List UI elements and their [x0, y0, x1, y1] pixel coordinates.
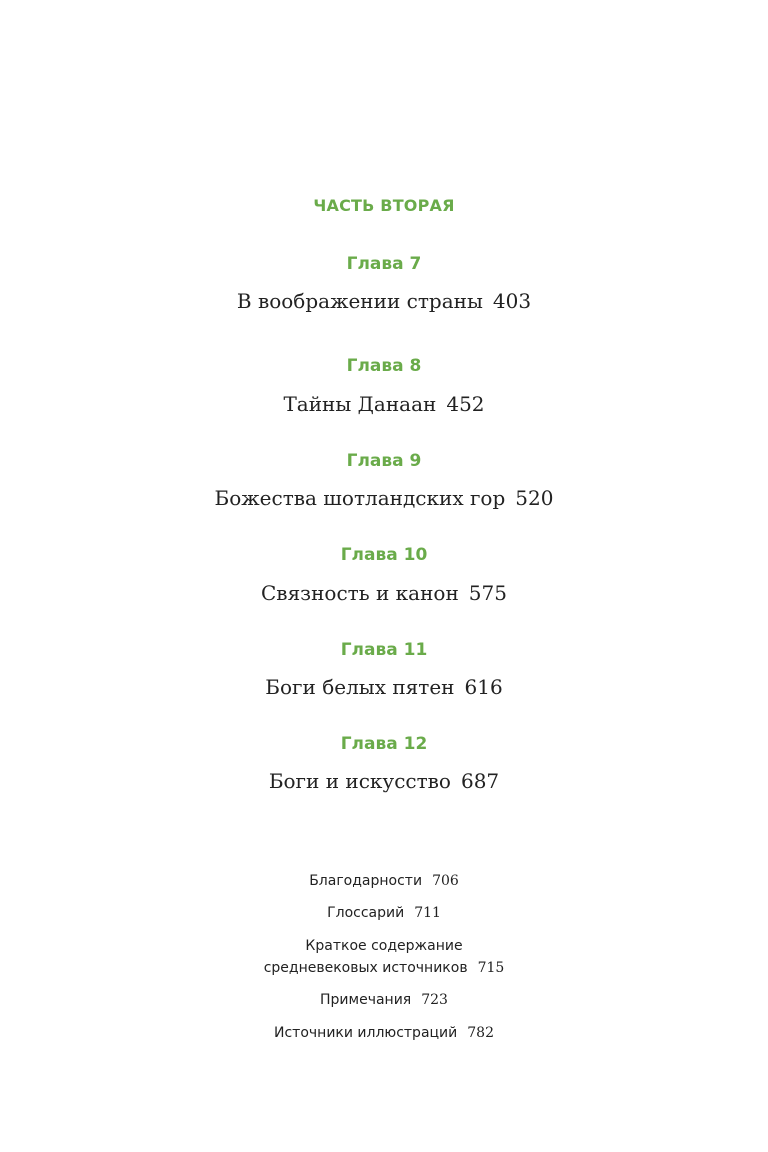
chapter-page-number: 616 [464, 675, 503, 699]
chapter-entry[interactable] [0, 581, 768, 605]
chapter-title: В воображении страны [236, 289, 483, 313]
part-title: ЧАСТЬ ВТОРАЯ [313, 196, 455, 215]
chapter-title: Боги и искусство [268, 769, 451, 793]
back-matter-entry[interactable] [0, 870, 768, 892]
chapter-page-number: 452 [446, 392, 485, 416]
back-matter-entry[interactable] [0, 902, 768, 924]
chapter-label: Глава 8 [346, 356, 422, 376]
back-matter-page-number: 723 [421, 992, 448, 1008]
chapter-entry[interactable] [0, 769, 768, 793]
chapter-entry[interactable] [0, 392, 768, 416]
chapter-title: Тайны Данаан [283, 392, 437, 416]
chapter-entry[interactable] [0, 486, 768, 510]
back-matter-entry[interactable] [0, 1022, 768, 1044]
back-matter-page-number: 706 [432, 873, 459, 889]
back-matter-title: Глоссарий [327, 905, 405, 921]
back-matter-entry[interactable] [0, 989, 768, 1011]
back-matter-page-number: 782 [467, 1025, 494, 1041]
chapter-page-number: 575 [468, 581, 507, 605]
back-matter-page-number: 711 [414, 905, 441, 921]
chapter-title: Связность и канон [261, 581, 459, 605]
back-matter-title: Примечания [320, 992, 412, 1008]
chapter-entry[interactable] [0, 289, 768, 313]
chapter-label: Глава 7 [346, 254, 422, 274]
chapter-label: Глава 11 [340, 640, 428, 660]
back-matter-entry[interactable] [0, 935, 768, 979]
chapter-label: Глава 9 [346, 451, 422, 471]
chapter-label: Глава 12 [340, 734, 428, 754]
back-matter-title-line: средневековых источников [263, 960, 468, 976]
chapter-page-number: 403 [492, 289, 532, 313]
back-matter-title-line: Краткое содержание [305, 938, 463, 954]
chapter-title: Боги белых пятен [265, 675, 455, 699]
back-matter-title: Благодарности [309, 873, 423, 889]
chapter-label: Глава 10 [340, 545, 428, 565]
back-matter-page-number: 715 [477, 960, 505, 976]
chapter-page-number: 687 [460, 769, 500, 793]
chapter-entry[interactable] [0, 675, 768, 699]
chapter-page-number: 520 [515, 486, 554, 510]
back-matter-title: Источники иллюстраций [274, 1025, 458, 1041]
chapter-title: Божества шотландских гор [214, 486, 506, 510]
